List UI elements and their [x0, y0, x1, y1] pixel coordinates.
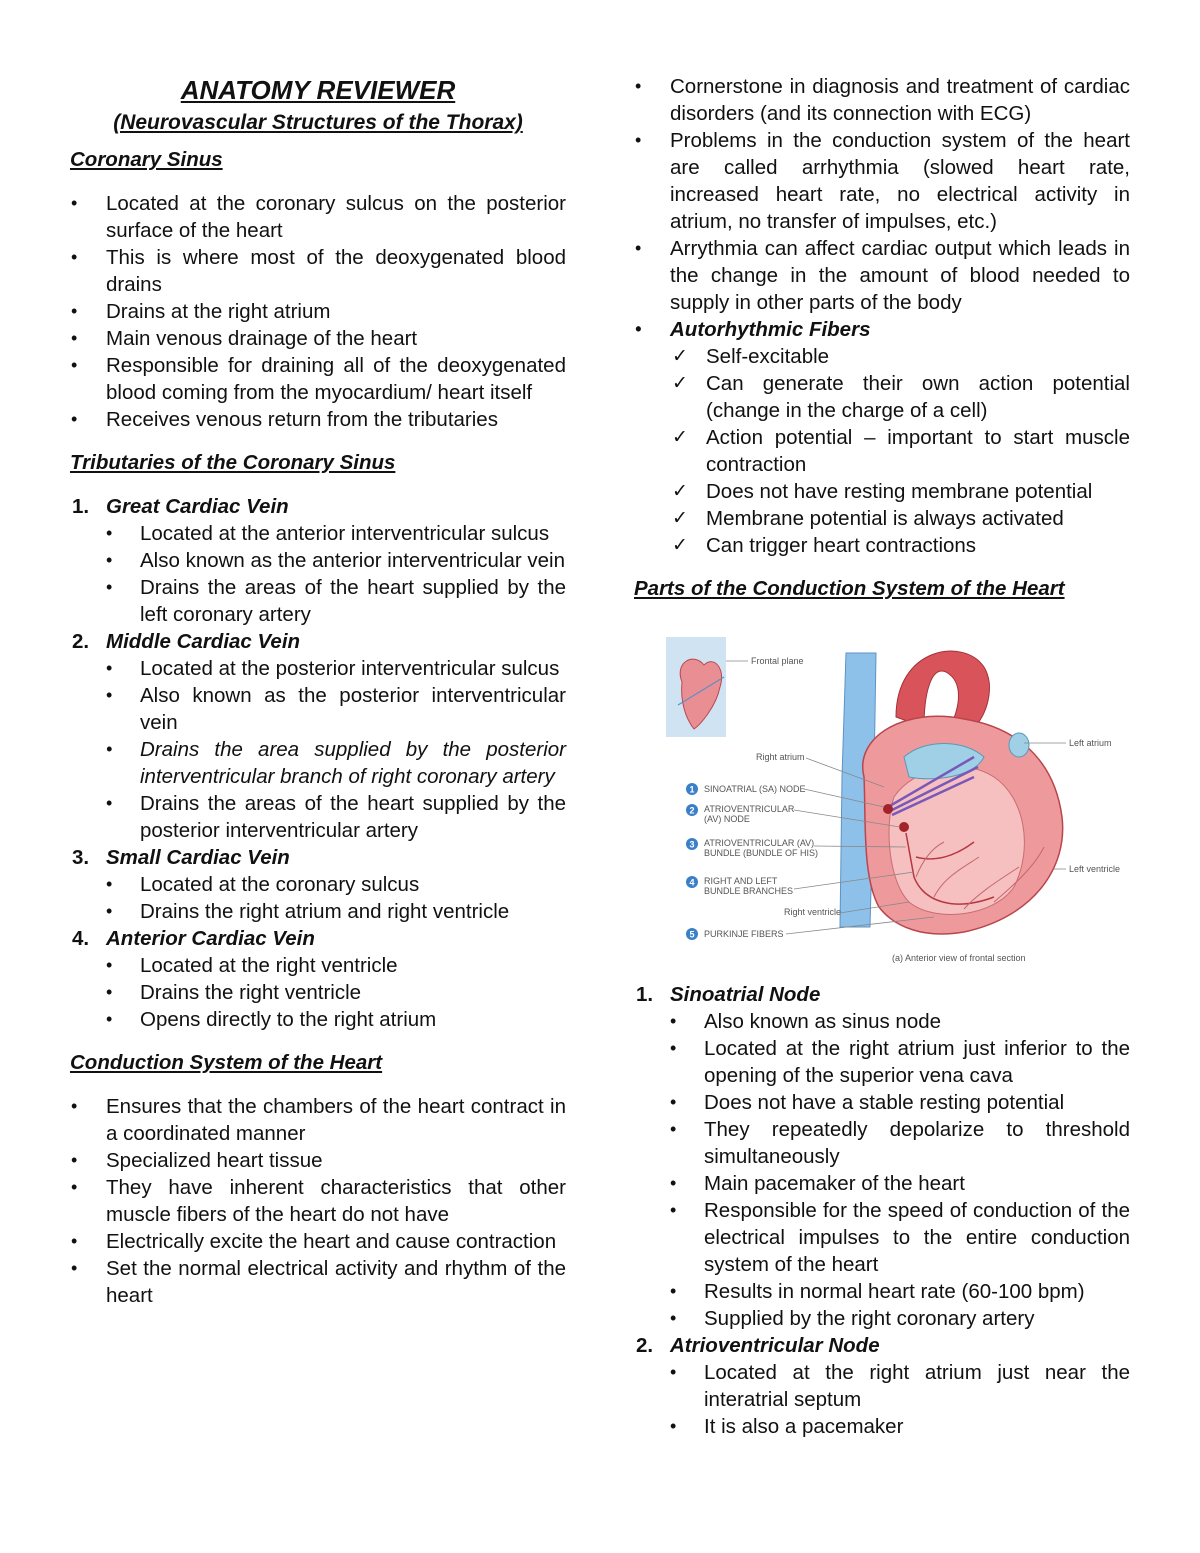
parts-heading: Parts of the Conduction System of the Heart [634, 577, 1065, 600]
autorhythmic-list [634, 343, 1130, 559]
av-node-label: ATRIOVENTRICULAR [704, 804, 795, 814]
conduction-heading: Conduction System of the Heart [70, 1051, 383, 1074]
page-title: ANATOMY REVIEWER [180, 75, 456, 105]
list-item: • Arrythmia can affect cardiac output which leads in the change in the amount of blood needed to supply in other parts of the body [634, 235, 1130, 316]
svg-text:(AV) NODE: (AV) NODE [704, 814, 750, 824]
node-heading: 1. Sinoatrial Node [636, 983, 821, 1006]
list-item: ✓ Membrane potential is always activated [634, 505, 1130, 532]
list-item: • Main venous drainage of the heart [70, 325, 566, 352]
list-item: • Drains the areas of the heart supplied by the left coronary artery [70, 574, 566, 628]
svg-text:BUNDLE (BUNDLE OF HIS): BUNDLE (BUNDLE OF HIS) [704, 848, 819, 858]
right-column [634, 73, 1130, 1440]
list-item: • Drains the areas of the heart supplied by the posterior interventricular artery [70, 790, 566, 844]
list-item: • Drains the right atrium and right ventricle [70, 898, 566, 925]
node-list [634, 1008, 1130, 1332]
list-item: • Also known as the posterior interventricular vein [70, 682, 566, 736]
vein-heading: 2. Middle Cardiac Vein [72, 630, 301, 653]
list-item: • Also known as sinus node [634, 1008, 1130, 1035]
vein-list [70, 655, 566, 844]
heart-conduction-figure [634, 627, 1130, 967]
coronary-sinus-list [70, 190, 566, 433]
heart-chambers [889, 767, 1024, 915]
list-item: • Cornerstone in diagnosis and treatment of cardiac disorders (and its connection with ECG) [634, 73, 1130, 127]
list-item: • Located at the anterior interventricular sulcus [70, 520, 566, 547]
node-list [634, 1359, 1130, 1440]
list-item: • Ensures that the chambers of the heart contract in a coordinated manner [70, 1093, 566, 1147]
purkinje-label: PURKINJE FIBERS [704, 929, 784, 939]
bundle-branches-label: RIGHT AND LEFT [704, 876, 778, 886]
conduction-list [70, 1093, 566, 1309]
page-subtitle: (Neurovascular Structures of the Thorax) [113, 111, 523, 134]
vein-list [70, 520, 566, 628]
left-atrium-label: Left atrium [1069, 738, 1112, 748]
list-item: • Set the normal electrical activity and rhythm of the heart [70, 1255, 566, 1309]
list-item: • Supplied by the right coronary artery [634, 1305, 1130, 1332]
list-item: ✓ Does not have resting membrane potential [634, 478, 1130, 505]
list-item: • Results in normal heart rate (60-100 bpm) [634, 1278, 1130, 1305]
list-item: ✓ Can generate their own action potential (change in the charge of a cell) [634, 370, 1130, 424]
list-item: • This is where most of the deoxygenated blood drains [70, 244, 566, 298]
frontal-plane-label: Frontal plane [751, 656, 804, 666]
vein-heading: 4. Anterior Cardiac Vein [72, 927, 315, 950]
figure-caption: (a) Anterior view of frontal section [892, 953, 1026, 963]
list-item: • Located at the right atrium just near the interatrial septum [634, 1359, 1130, 1413]
autorhythmic-label: • Autorhythmic Fibers [634, 316, 1130, 343]
list-item: ✓ Action potential – important to start muscle contraction [634, 424, 1130, 478]
svg-text:2: 2 [689, 805, 695, 816]
list-item: • Problems in the conduction system of the heart are called arrhythmia (slowed heart rate, increased heart rate, no electrical activity in atrium, no transfer of impulses, etc.) [634, 127, 1130, 235]
list-item: ✓ Can trigger heart contractions [634, 532, 1130, 559]
svg-text:3: 3 [689, 839, 695, 850]
list-item: • Drains the area supplied by the posterior interventricular branch of right coronary artery [70, 736, 566, 790]
list-item: • Located at the coronary sulcus on the posterior surface of the heart [70, 190, 566, 244]
coronary-sinus-heading: Coronary Sinus [70, 148, 223, 171]
svg-text:5: 5 [689, 929, 695, 940]
vein-heading: 3. Small Cardiac Vein [72, 846, 290, 869]
list-item: • Drains at the right atrium [70, 298, 566, 325]
list-item: • Located at the right ventricle [70, 952, 566, 979]
list-item: • Located at the posterior interventricular sulcus [70, 655, 566, 682]
aorta [896, 651, 989, 727]
av-node [899, 822, 909, 832]
right-atrium-label: Right atrium [756, 752, 805, 762]
list-item: • Opens directly to the right atrium [70, 1006, 566, 1033]
list-item: • Located at the right atrium just inferior to the opening of the superior vena cava [634, 1035, 1130, 1089]
list-item: • Electrically excite the heart and cause contraction [70, 1228, 566, 1255]
list-item: • Does not have a stable resting potential [634, 1089, 1130, 1116]
vein-list [70, 952, 566, 1033]
list-item: • Main pacemaker of the heart [634, 1170, 1130, 1197]
vein-heading: 1. Great Cardiac Vein [72, 495, 289, 518]
conduction-list-continued [634, 73, 1130, 343]
right-ventricle-label: Right ventricle [784, 907, 842, 917]
list-item: • Also known as the anterior interventricular vein [70, 547, 566, 574]
sa-node [883, 804, 893, 814]
list-item: • Drains the right ventricle [70, 979, 566, 1006]
svg-text:1: 1 [689, 784, 695, 795]
left-ventricle-label: Left ventricle [1069, 864, 1121, 874]
sa-node-label: SINOATRIAL (SA) NODE [704, 784, 806, 794]
list-item: • Specialized heart tissue [70, 1147, 566, 1174]
list-item: • They have inherent characteristics that other muscle fibers of the heart do not have [70, 1174, 566, 1228]
list-item: • Located at the coronary sulcus [70, 871, 566, 898]
list-item: • They repeatedly depolarize to threshold simultaneously [634, 1116, 1130, 1170]
list-item: • Responsible for draining all of the deoxygenated blood coming from the myocardium/ heart itself [70, 352, 566, 406]
list-item: • Receives venous return from the tributaries [70, 406, 566, 433]
node-heading: 2. Atrioventricular Node [636, 1334, 880, 1357]
list-item: • It is also a pacemaker [634, 1413, 1130, 1440]
vein-list [70, 871, 566, 925]
tributaries-heading: Tributaries of the Coronary Sinus [70, 451, 396, 474]
left-column [70, 68, 566, 1309]
list-item: • Responsible for the speed of conduction of the electrical impulses to the entire conduction system of the heart [634, 1197, 1130, 1278]
list-item: ✓ Self-excitable [634, 343, 1130, 370]
svg-text:BUNDLE BRANCHES: BUNDLE BRANCHES [704, 886, 794, 896]
av-bundle-label: ATRIOVENTRICULAR (AV) [704, 838, 815, 848]
svg-text:4: 4 [689, 877, 695, 888]
heart-illustration [634, 627, 1130, 967]
